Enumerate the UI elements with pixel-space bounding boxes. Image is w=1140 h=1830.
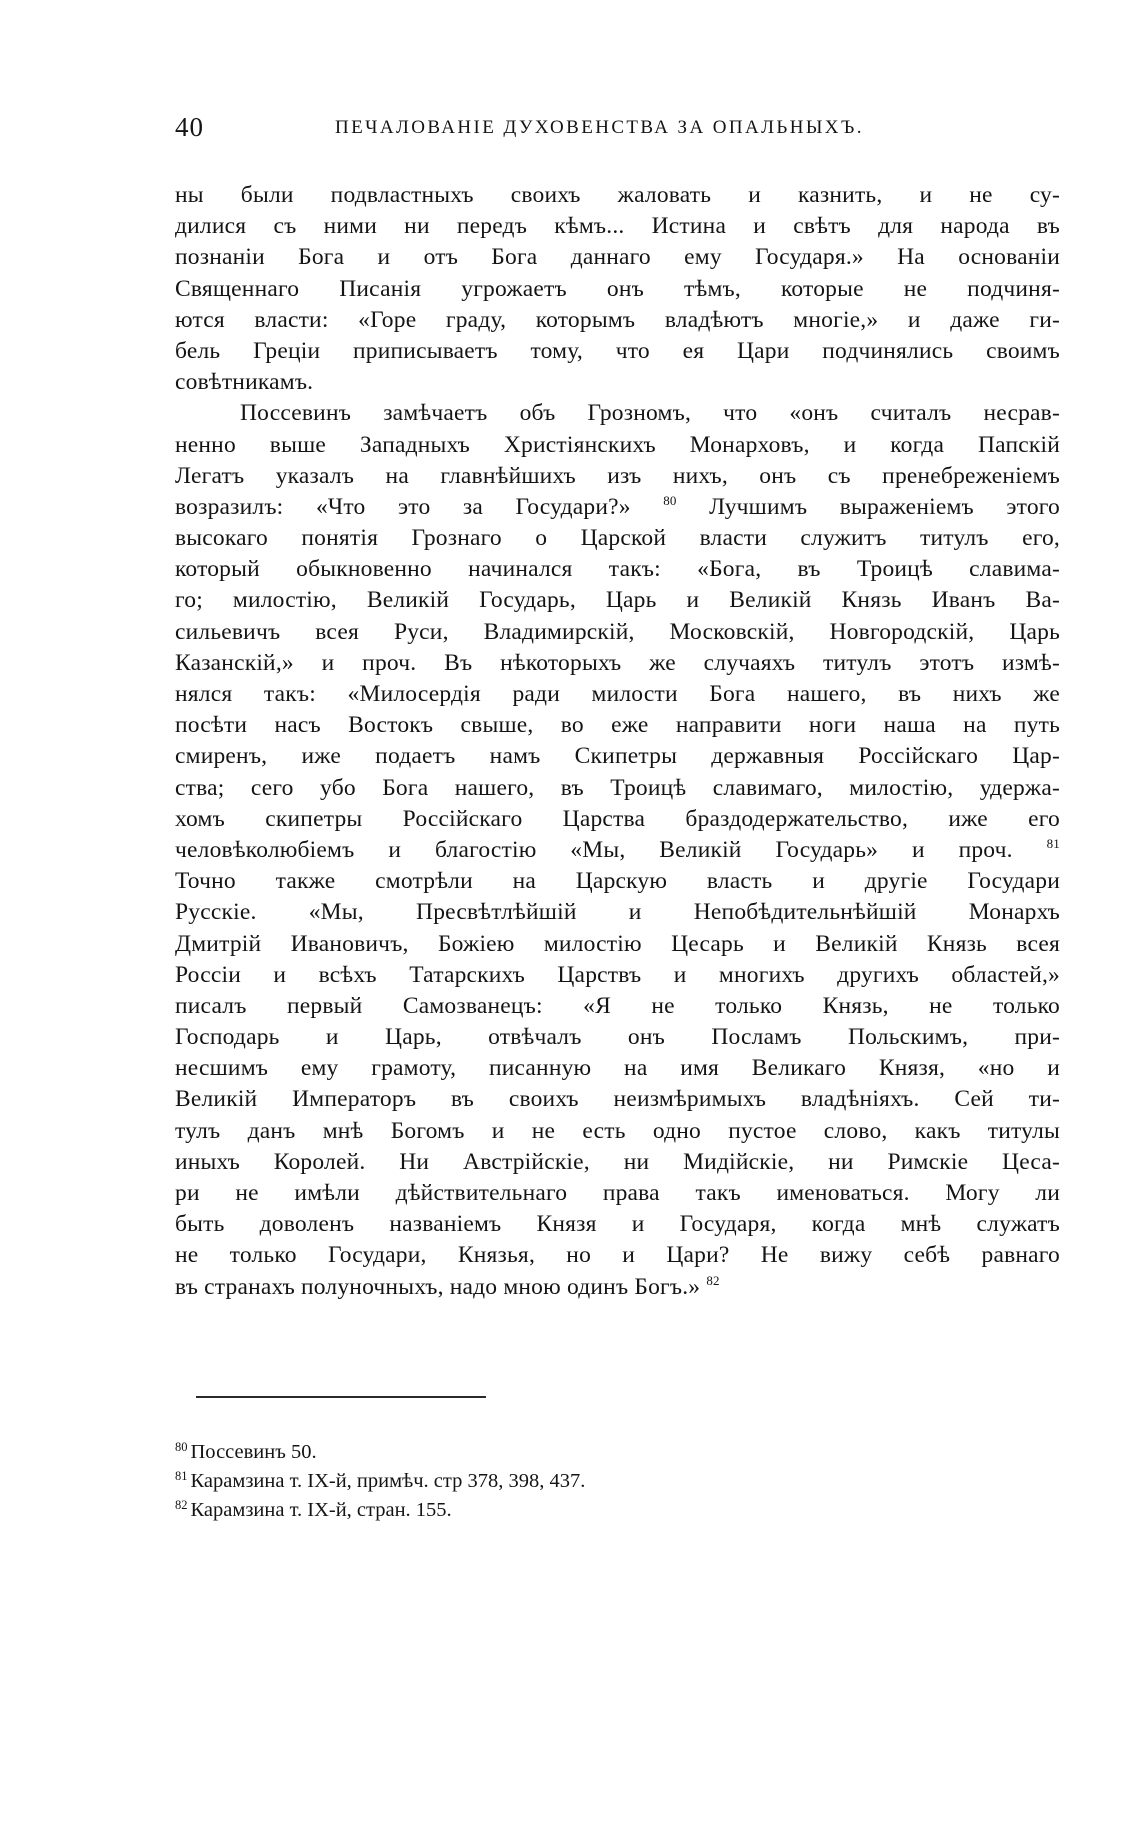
text-line: посѣти насъ Востокъ свыше, во еже направити ноги наша на путь [175,712,1060,739]
text-line: Священнаго Писанія угрожаетъ онъ тѣмъ, которые не подчиня- [175,275,1060,302]
footnote-text: Карамзина т. IX-й, стран. 155. [190,1499,452,1521]
text-line: смиренъ, иже подаетъ намъ Скипетры державныя Россійскаго Цар- [175,743,1060,770]
footnote-divider [196,1396,486,1398]
footnote-text: Карамзина т. IX-й, примѣч. стр 378, 398, 437. [190,1470,586,1492]
text-line: несшимъ ему грамоту, писанную на имя Великаго Князя, «но и [175,1055,1060,1082]
text-line: иныхъ Королей. Ни Австрійскіе, ни Мидійскіе, ни Римскіе Цеса- [175,1148,1060,1175]
paragraph-end-line: совѣтникамъ. [175,369,314,396]
text-line-with-footnote-82 [175,1272,1060,1303]
text-line: Легатъ указалъ на главнѣйшихъ изъ нихъ, онъ съ пренебреженіемъ [175,462,1060,489]
text-line: ны были подвластныхъ своихъ жаловать и казнить, и не су- [175,182,1060,208]
text-line: ри не имѣли дѣйствительнаго права такъ именоваться. Могу ли [175,1180,1060,1206]
footnote-ref-80[interactable]: 80 [663,492,677,508]
text-line: Русскіе. «Мы, Пресвѣтлѣйшій и Непобѣдительнѣйшій Монархъ [175,899,1060,926]
running-head [175,112,1060,148]
text-line: Господарь и Царь, отвѣчалъ онъ Посламъ Польскимъ, при- [175,1024,1060,1051]
text-line: Дмитрій Ивановичъ, Божіею милостію Цесарь и Великій Князь всея [175,930,1060,957]
text-segment: возразилъ: «Что это за Государи?» [175,493,631,520]
footnote-80 [175,1438,775,1467]
text-line: Казанскій,» и проч. Въ нѣкоторыхъ же случаяхъ титулъ этотъ измѣ- [175,649,1060,676]
text-line: тулъ данъ мнѣ Богомъ и не есть одно пустое слово, какъ титулы [175,1117,1060,1144]
text-line: Великій Императоръ въ своихъ неизмѣримыхъ владѣніяхъ. Сей ти- [175,1086,1060,1113]
text-line: ненно выше Западныхъ Христіянскихъ Монарховъ, и когда Папскій [175,431,1060,458]
footnote-text: Поссевинъ 50. [190,1441,317,1463]
footnotes [175,1438,775,1525]
text-segment: человѣколюбіемъ и благостію «Мы, Великій Государь» и проч. [175,836,1013,863]
footnote-number: 81 [175,1469,188,1483]
footnote-ref-82[interactable]: 82 [706,1272,720,1288]
text-line: Точно также смотрѣли на Царскую власть и другіе Государи [175,868,1060,895]
text-line: Россіи и всѣхъ Татарскихъ Царствъ и многихъ другихъ областей,» [175,961,1060,988]
paragraph-first-line: Поссевинъ замѣчаетъ объ Грозномъ, что «онъ считалъ несрав- [240,400,1060,427]
footnote-82 [175,1496,775,1525]
text-line: бель Греціи приписываетъ тому, что ея Цари подчинялись своимъ [175,337,1060,364]
text-line: высокаго понятія Грознаго о Царской власти служитъ титулъ его, [175,525,1060,552]
text-line: писалъ первый Самозванецъ: «Я не только Князь, не только [175,992,1060,1019]
text-line-with-footnote-80 [175,492,1060,523]
page-number: 40 [175,112,204,142]
text-segment: въ странахъ полуночныхъ, надо мною одинъ Богъ.» [175,1273,701,1300]
text-line: хомъ скипетры Россійскаго Царства браздодержательство, иже его [175,805,1060,832]
footnote-81 [175,1467,775,1496]
text-line: познаніи Бога и отъ Бога даннаго ему Государя.» На основаніи [175,244,1060,271]
text-line: дилися съ ними ни передъ кѣмъ... Истина и свѣтъ для народа въ [175,213,1060,240]
body-text [175,180,1060,1303]
text-line-with-footnote-81 [175,835,1060,866]
text-line: который обыкновенно начинался такъ: «Бога, въ Троицѣ славима- [175,556,1060,583]
text-line: не только Государи, Князья, но и Цари? Не вижу себѣ равнаго [175,1242,1060,1269]
footnote-ref-81[interactable]: 81 [1046,835,1060,851]
text-line: ются власти: «Горе граду, которымъ владѣютъ многіе,» и даже ги- [175,306,1060,333]
text-line: быть доволенъ названіемъ Князя и Государя, когда мнѣ служатъ [175,1211,1060,1238]
footnote-number: 82 [175,1498,188,1512]
text-line: го; милостію, Великій Государь, Царь и Великій Князь Иванъ Ва- [175,587,1060,614]
footnote-number: 80 [175,1440,188,1454]
text-line: ства; сего убо Бога нашего, въ Троицѣ славимаго, милостію, удержа- [175,774,1060,801]
running-title: ПЕЧАЛОВАНІЕ ДУХОВЕНСТВА ЗА ОПАЛЬНЫХЪ. [335,117,864,138]
text-line: сильевичъ всея Руси, Владимирскій, Московскій, Новгородскій, Царь [175,618,1060,645]
text-segment: Лучшимъ выраженіемъ этого [709,493,1060,520]
text-line: нялся такъ: «Милосердія ради милости Бога нашего, въ нихъ же [175,681,1060,707]
